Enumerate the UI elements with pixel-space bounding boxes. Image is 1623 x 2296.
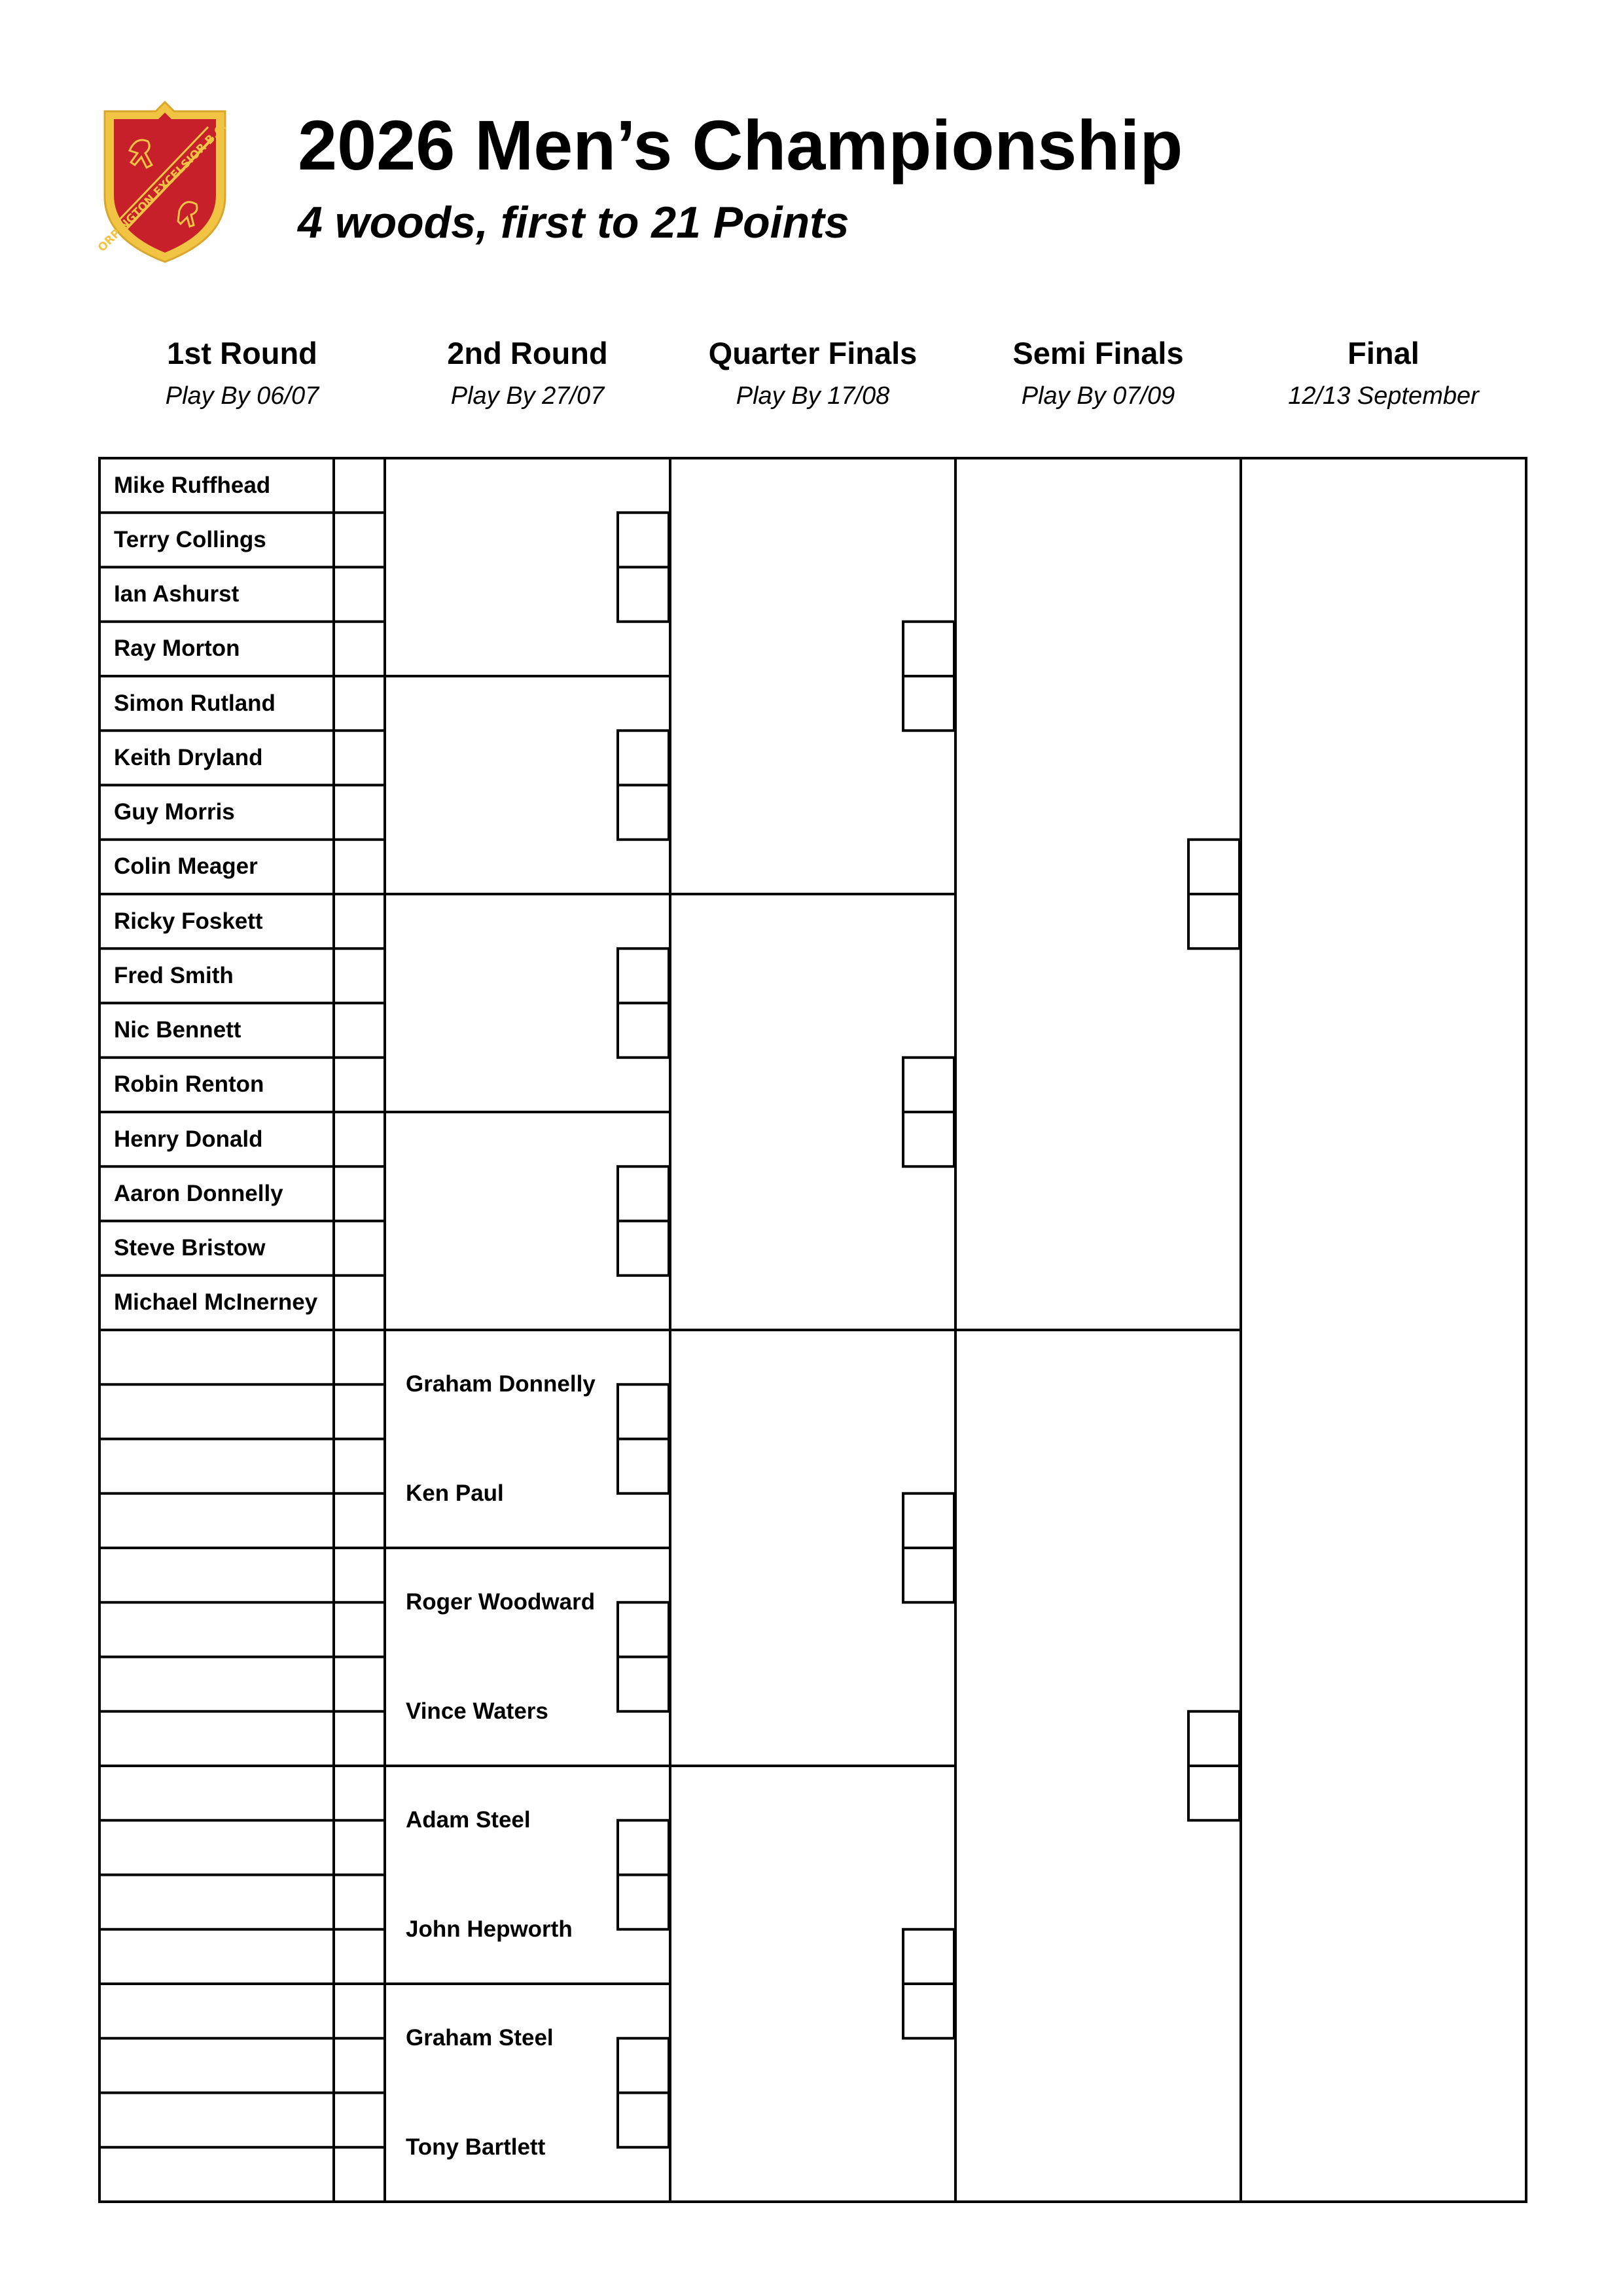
score-box [1188,894,1240,948]
score-box [618,1820,669,1874]
round-deadline: Play By 07/09 [1021,382,1175,410]
round-name: 1st Round [167,336,317,370]
score-box [903,1058,954,1112]
second-round-player-name: Ken Paul [406,1480,504,1506]
first-round-player-name: Keith Dryland [114,744,263,770]
score-box [618,567,669,622]
score-box [618,1221,669,1276]
round-name: 2nd Round [447,336,608,370]
score-box [618,948,669,1003]
score-box [903,1112,954,1166]
score-box [618,730,669,785]
score-box [618,1384,669,1439]
second-round-player-name: Roger Woodward [406,1589,596,1615]
first-round-player-name: Mike Ruffhead [114,472,271,498]
score-box [618,1166,669,1221]
score-box [618,2093,669,2147]
score-box [618,512,669,567]
score-box [903,1548,954,1602]
first-round-player-name: Ricky Foskett [114,908,263,934]
second-round-player-name: Vince Waters [406,1698,548,1724]
second-round-player-name: Adam Steel [406,1807,531,1833]
score-box [618,1657,669,1712]
score-box [1188,1766,1240,1820]
round-name: Semi Finals [1012,336,1184,370]
first-round-player-name: Aaron Donnelly [114,1180,283,1206]
second-round-player-name: Graham Steel [406,2025,554,2051]
second-round-player-name: John Hepworth [406,1916,573,1942]
score-box [618,1875,669,1929]
first-round-player-name: Fred Smith [114,962,234,988]
first-round-player-name: Ray Morton [114,636,240,662]
page-subtitle: 4 woods, first to 21 Points [298,198,849,247]
first-round-player-name: Terry Collings [114,526,266,552]
score-box [618,1003,669,1058]
round-deadline: 12/13 September [1288,382,1479,410]
round-deadline: Play By 27/07 [450,382,605,410]
first-round-player-name: Simon Rutland [114,690,276,716]
round-deadline: Play By 17/08 [736,382,890,410]
first-round-player-name: Henry Donald [114,1126,263,1152]
score-box [903,1984,954,2038]
second-round-player-name: Graham Donnelly [406,1371,596,1397]
score-box [618,1439,669,1494]
round-name: Final [1347,336,1419,370]
page-title: 2026 Men’s Championship [298,105,1183,185]
score-box [1188,1712,1240,1766]
score-box [1188,840,1240,894]
first-round-player-name: Steve Bristow [114,1235,266,1261]
score-box [618,785,669,840]
first-round-player-name: Nic Bennett [114,1017,241,1043]
score-box [903,1929,954,1984]
first-round-player-name: Ian Ashurst [114,581,240,607]
score-box [618,2038,669,2092]
round-name: Quarter Finals [708,336,918,370]
svg-text:ORPINGTON EXCELSIOR B.C.: ORPINGTON EXCELSIOR B.C. [97,120,230,255]
first-round-player-name: Guy Morris [114,799,235,825]
score-box [903,676,954,730]
score-box [903,622,954,676]
first-round-player-name: Robin Renton [114,1071,264,1098]
second-round-player-name: Tony Bartlett [406,2134,546,2160]
round-deadline: Play By 06/07 [165,382,319,410]
score-box [618,1602,669,1657]
first-round-player-name: Michael McInerney [114,1289,318,1316]
score-box [903,1494,954,1548]
first-round-player-name: Colin Meager [114,853,258,880]
